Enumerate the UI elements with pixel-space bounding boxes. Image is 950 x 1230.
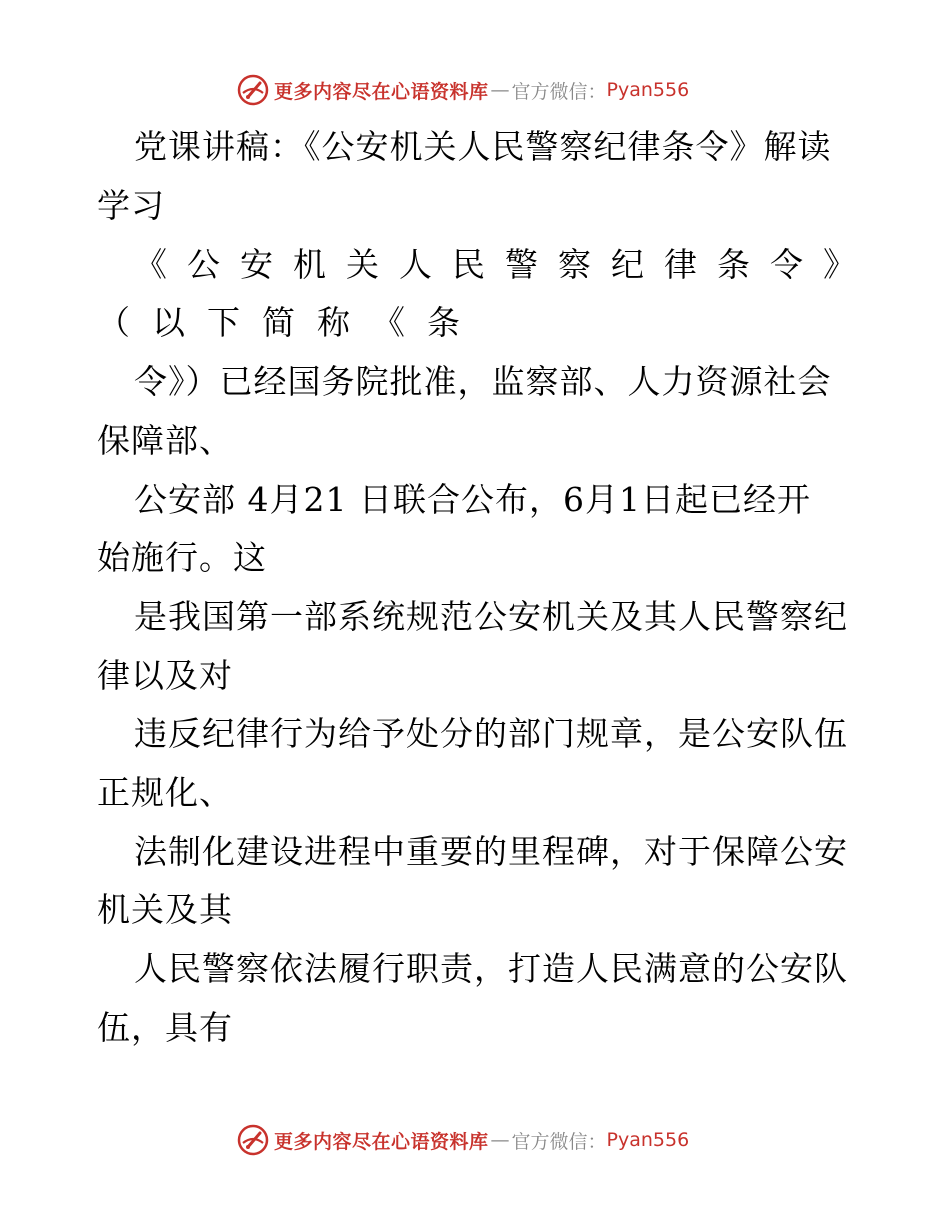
document-title-line-2: 学习 (97, 186, 165, 225)
text-line: 是我国第一部系统规范公安机关及其人民警察纪 (134, 597, 848, 636)
book-pen-logo-icon (236, 1123, 270, 1157)
watermark-wechat-id: Pyan556 (606, 1129, 690, 1151)
text-line: 正规化、 (97, 773, 233, 812)
text-line: 法制化建设进程中重要的里程碑，对于保障公安 (134, 832, 848, 871)
watermark-wechat-id: Pyan556 (606, 79, 690, 101)
text-line: （以下简称《条 (97, 303, 482, 342)
document-title-line-1: 党课讲稿：《公安机关人民警察纪律条令》解读 (134, 127, 832, 166)
text-line: 保障部、 (97, 421, 233, 460)
text-line: 伍，具有 (97, 1008, 233, 1047)
text-line: 公安部 4月21 日联合公布，6月1日起已经开 (134, 480, 811, 519)
text-line: 《公安机关人民警察纪律条令》 (134, 245, 876, 284)
text-line: 机关及其 (97, 890, 233, 929)
watermark-brand-text: 更多内容尽在心语资料库 (274, 80, 489, 103)
watermark-dash: — (490, 79, 510, 101)
watermark-sub-text: 官方微信： (511, 80, 607, 103)
header-watermark (236, 72, 689, 108)
text-line: 人民警察依法履行职责，打造人民满意的公安队 (134, 949, 848, 988)
watermark-dash: — (490, 1129, 510, 1151)
text-line: 令》）已经国务院批准，监察部、人力资源社会 (134, 362, 832, 401)
footer-watermark (236, 1122, 689, 1158)
book-pen-logo-icon (236, 73, 270, 107)
watermark-sub-text: 官方微信： (511, 1130, 607, 1153)
text-line: 律以及对 (97, 656, 233, 695)
watermark-brand-text: 更多内容尽在心语资料库 (274, 1130, 489, 1153)
text-line: 始施行。这 (97, 538, 267, 577)
text-line: 违反纪律行为给予处分的部门规章，是公安队伍 (134, 714, 848, 753)
